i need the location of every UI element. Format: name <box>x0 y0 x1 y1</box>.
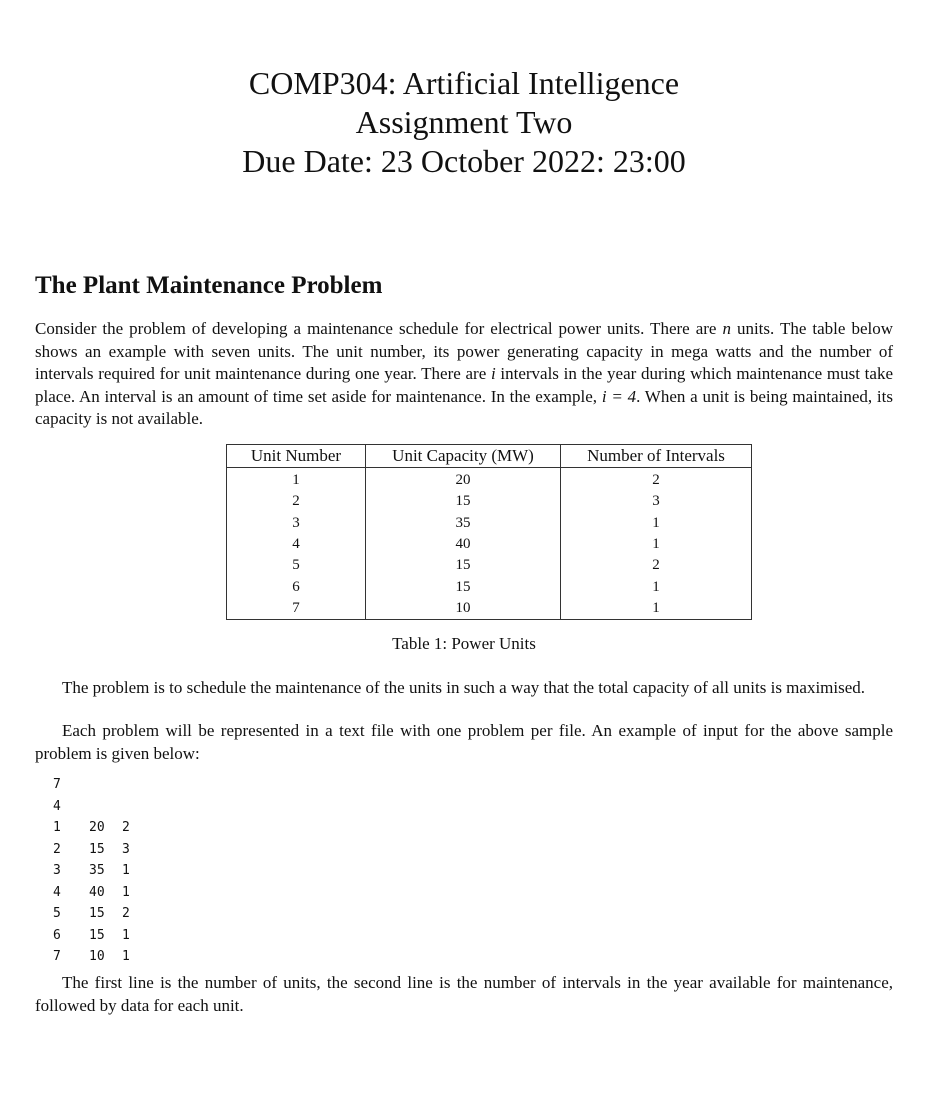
code-intervals: 1 <box>122 927 130 943</box>
assignment-title: Assignment Two <box>355 104 573 140</box>
code-line <box>53 839 130 861</box>
code-capacity: 20 <box>89 820 105 835</box>
table-row <box>227 468 752 492</box>
cell-unit: 3 <box>227 513 366 534</box>
cell-capacity: 35 <box>366 513 561 534</box>
var-i: i <box>490 364 496 383</box>
representation-paragraph: Each problem will be represented in a text file with one problem per file. An example of input for the above sample problem is given below: <box>35 721 893 763</box>
code-intervals: 2 <box>122 906 130 921</box>
header-number-of-intervals: Number of Intervals <box>561 445 752 468</box>
code-line <box>53 860 130 882</box>
problem-statement: The problem is to schedule the maintenance of the units in such a way that the total capacity of all units is maximised. <box>62 678 866 697</box>
power-units-table <box>226 444 752 620</box>
cell-unit: 5 <box>227 555 366 576</box>
table-row <box>227 598 752 620</box>
cell-unit: 6 <box>227 576 366 597</box>
table-row <box>227 491 752 512</box>
code-unit: 1 <box>53 820 61 835</box>
cell-intervals: 1 <box>561 576 752 597</box>
code-line <box>53 882 130 904</box>
code-unit: 5 <box>53 906 61 921</box>
example-equation: i = 4 <box>601 386 637 406</box>
table-caption: Table 1: Power Units <box>392 634 536 653</box>
var-n: n <box>722 319 731 338</box>
code-line <box>53 925 130 947</box>
header-unit-capacity: Unit Capacity (MW) <box>366 445 561 468</box>
intro-text-4: . When a unit is being maintained, its capacity is not available. <box>35 386 893 428</box>
section-heading: The Plant Maintenance Problem <box>35 272 383 299</box>
code-unit: 2 <box>53 841 61 857</box>
table-header-row <box>227 445 752 468</box>
code-line <box>53 903 130 925</box>
code-unit: 6 <box>53 927 61 943</box>
cell-unit: 7 <box>227 598 366 620</box>
input-example <box>53 774 130 968</box>
cell-unit: 2 <box>227 491 366 512</box>
table-row <box>227 555 752 576</box>
cell-capacity: 15 <box>366 576 561 597</box>
code-capacity: 40 <box>89 884 105 900</box>
code-line-num-units: 7 <box>53 777 61 792</box>
cell-intervals: 3 <box>561 491 752 512</box>
code-intervals: 1 <box>122 884 130 900</box>
cell-unit: 4 <box>227 534 366 555</box>
cell-intervals: 2 <box>561 555 752 576</box>
code-capacity: 10 <box>89 949 105 964</box>
course-title: COMP304: Artificial Intelligence <box>248 65 680 101</box>
intro-text-1: Consider the problem of developing a maintenance schedule for electrical power units. There are <box>35 319 723 338</box>
code-capacity: 15 <box>89 841 105 857</box>
code-unit: 3 <box>53 863 61 878</box>
code-capacity: 35 <box>89 863 105 878</box>
code-line <box>53 817 130 839</box>
code-intervals: 3 <box>122 841 130 857</box>
code-intervals: 2 <box>122 820 130 835</box>
intro-text-2: units. The table below shows an example with seven units. The unit number, its power generating capacity in mega watts and the number of intervals required for unit maintenance during one year. There are <box>35 319 893 383</box>
intro-text-3: intervals in the year during which maintenance must take place. An interval is an amount of time set aside for maintenance. In the example, <box>35 364 893 406</box>
document-title <box>0 64 928 181</box>
table-row <box>227 534 752 555</box>
table-row <box>227 576 752 597</box>
cell-capacity: 15 <box>366 555 561 576</box>
header-unit-number: Unit Number <box>227 445 366 468</box>
code-unit: 7 <box>53 949 61 964</box>
cell-intervals: 1 <box>561 598 752 620</box>
cell-capacity: 20 <box>366 468 561 492</box>
table-row <box>227 513 752 534</box>
cell-intervals: 2 <box>561 468 752 492</box>
code-capacity: 15 <box>89 906 105 921</box>
cell-intervals: 1 <box>561 534 752 555</box>
code-line <box>53 946 130 968</box>
cell-capacity: 15 <box>366 491 561 512</box>
cell-intervals: 1 <box>561 513 752 534</box>
cell-unit: 1 <box>227 468 366 492</box>
code-intervals: 1 <box>122 863 130 878</box>
cell-capacity: 10 <box>366 598 561 620</box>
code-unit: 4 <box>53 884 61 900</box>
due-date: Due Date: 23 October 2022: 23:00 <box>242 143 686 179</box>
explanation-paragraph: The first line is the number of units, the second line is the number of intervals in the year available for maintenance, followed by data for each unit. <box>35 973 893 1015</box>
intro-paragraph <box>35 318 893 431</box>
cell-capacity: 40 <box>366 534 561 555</box>
code-line-num-intervals: 4 <box>53 798 61 814</box>
code-intervals: 1 <box>122 949 130 964</box>
code-capacity: 15 <box>89 927 105 943</box>
